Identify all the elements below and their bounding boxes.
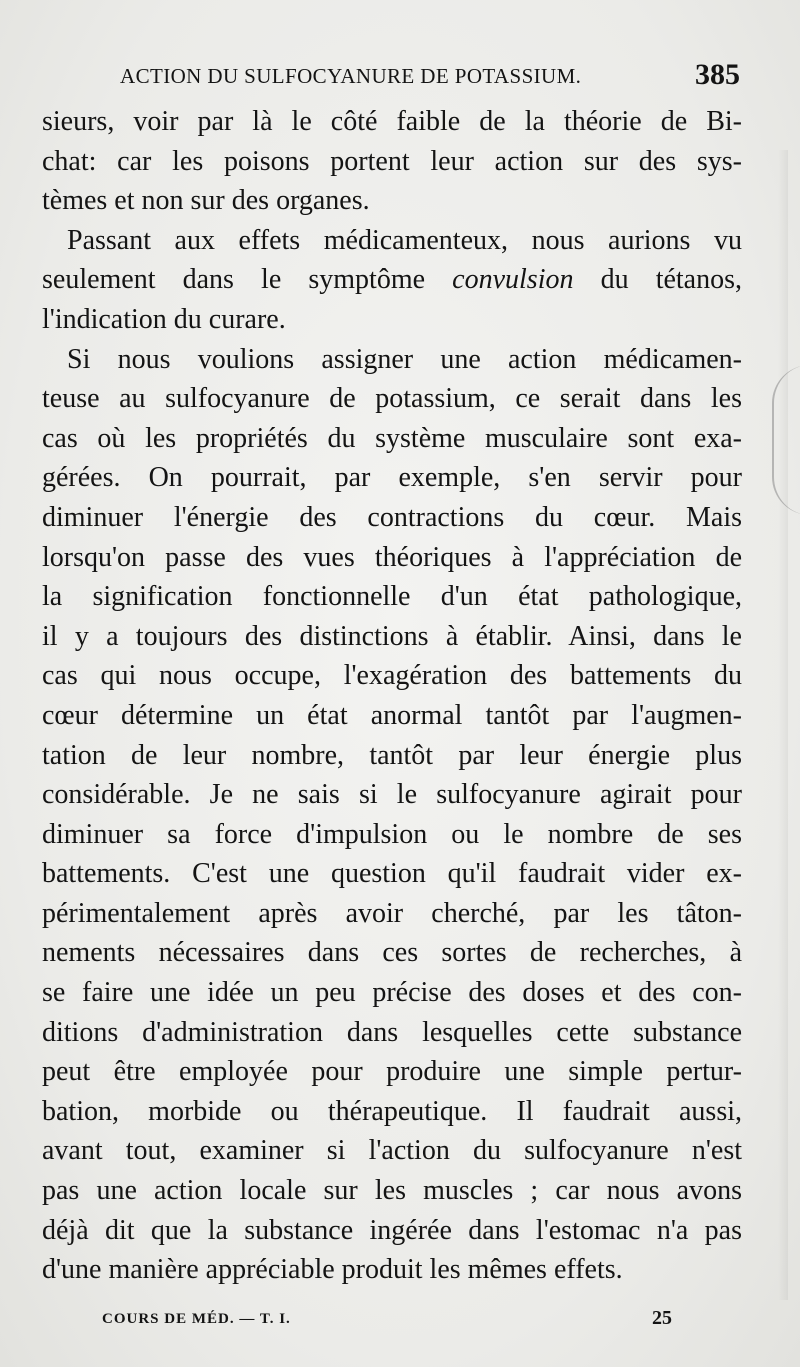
text-line: il y a toujours des distinctions à établir. Ainsi, dans le (42, 620, 742, 652)
body-text (42, 102, 742, 1290)
running-head: ACTION DU SULFOCYANURE DE POTASSIUM. (120, 64, 582, 88)
text-line: considérable. Je ne sais si le sulfocyanure agirait pour (42, 779, 742, 811)
text-line-with-emphasis (42, 260, 742, 300)
text-line: ditions d'administration dans lesquelles cette substance (42, 1016, 742, 1048)
text-line: l'indication du curare. (42, 303, 286, 335)
text-line: chat: car les poisons portent leur action sur des sys- (42, 145, 742, 177)
text-line: la signification fonctionnelle d'un état pathologique, (42, 581, 742, 613)
text-line: sieurs, voir par là le côté faible de la théorie de Bi- (42, 106, 742, 137)
library-stamp-fragment (772, 365, 800, 515)
text-line: gérées. On pourrait, par exemple, s'en servir pour (42, 462, 742, 494)
text-segment: seulement dans le symptôme (42, 264, 426, 296)
text-line: teuse au sulfocyanure de potassium, ce serait dans les (42, 383, 742, 415)
emphasized-word: convulsion (452, 264, 574, 296)
text-line: déjà dit que la substance ingérée dans l'estomac n'a pas (42, 1214, 742, 1246)
text-line: avant tout, examiner si l'action du sulfocyanure n'est (42, 1135, 742, 1167)
text-line: cas qui nous occupe, l'exagération des battements du (42, 660, 742, 692)
text-line: cœur détermine un état anormal tantôt par l'augmen- (42, 699, 742, 731)
page-number: 385 (695, 58, 740, 91)
text-line: pas une action locale sur les muscles ; car nous avons (42, 1175, 742, 1207)
page-footer (102, 1307, 672, 1337)
text-line: périmentalement après avoir cherché, par les tâton- (42, 897, 742, 929)
text-line: se faire une idée un peu précise des doses et des con- (42, 977, 742, 1009)
sheet-number: 25 (652, 1307, 672, 1329)
text-line: battements. C'est une question qu'il faudrait vider ex- (42, 858, 742, 890)
text-line: cas où les propriétés du système musculaire sont exa- (42, 422, 742, 454)
page-header (120, 58, 740, 98)
text-line: tation de leur nombre, tantôt par leur énergie plus (42, 739, 742, 771)
text-line: bation, morbide ou thérapeutique. Il faudrait aussi, (42, 1095, 742, 1127)
text-line: lorsqu'on passe des vues théoriques à l'appréciation de (42, 541, 742, 573)
page-edge-shadow (778, 150, 788, 1300)
text-line: tèmes et non sur des organes. (42, 185, 370, 217)
text-line: Passant aux effets médicamenteux, nous aurions vu (67, 224, 742, 256)
text-line: Si nous voulions assigner une action médicamen- (67, 343, 742, 375)
text-line: diminuer l'énergie des contractions du cœur. Mais (42, 501, 742, 533)
signature-mark: COURS DE MÉD. — T. I. (102, 1311, 291, 1327)
text-line: diminuer sa force d'impulsion ou le nombre de ses (42, 818, 742, 850)
text-line: d'une manière appréciable produit les mêmes effets. (42, 1254, 623, 1286)
text-segment: du tétanos, (600, 264, 742, 296)
text-line: nements nécessaires dans ces sortes de recherches, à (42, 937, 742, 969)
text-line: peut être employée pour produire une simple pertur- (42, 1056, 742, 1088)
